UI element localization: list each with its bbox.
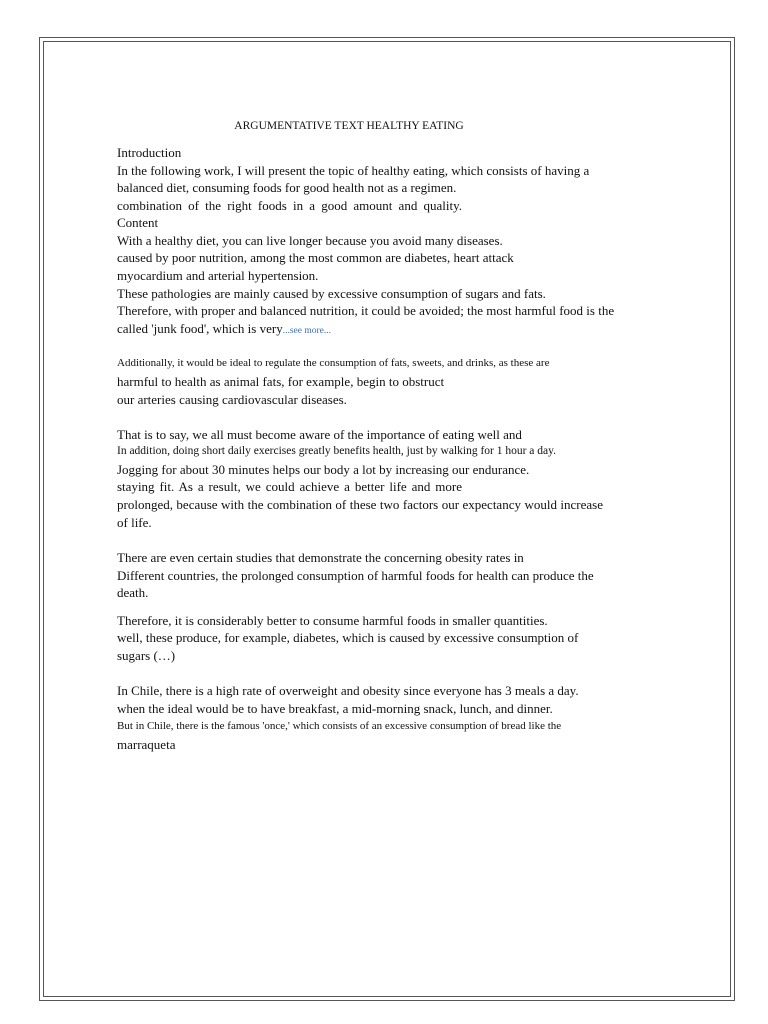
text-line: combination of the right foods in a good amount and quality. [117, 198, 462, 213]
text-line: With a healthy diet, you can live longer because you avoid many diseases. [117, 233, 503, 248]
text-line: Therefore, it is considerably better to consume harmful foods in smaller quantities. [117, 613, 548, 628]
text-line: Jogging for about 30 minutes helps our body a lot by increasing our endurance. [117, 462, 530, 477]
text-line: But in Chile, there is the famous 'once,' which consists of an excessive consumption of bread like the [117, 720, 562, 732]
text-line: marraqueta [117, 737, 176, 752]
text-line: In the following work, I will present the topic of healthy eating, which consists of having a [117, 163, 590, 178]
text-line: death. [117, 585, 149, 600]
text-line: sugars (…) [117, 648, 176, 663]
text-line: Additionally, it would be ideal to regulate the consumption of fats, sweets, and drinks, as these are [117, 357, 550, 369]
text-line: myocardium and arterial hypertension. [117, 268, 319, 283]
text-line: well, these produce, for example, diabetes, which is caused by excessive consumption of [117, 630, 579, 645]
see-more-link[interactable]: ...see more... [282, 326, 331, 336]
text-line: harmful to health as animal fats, for example, begin to obstruct [117, 374, 445, 389]
text-line: when the ideal would be to have breakfast, a mid-morning snack, lunch, and dinner. [117, 701, 553, 716]
text-line: These pathologies are mainly caused by excessive consumption of sugars and fats. [117, 286, 546, 301]
text-line: staying fit. As a result, we could achieve a better life and more [117, 479, 462, 494]
text-line: balanced diet, consuming foods for good health not as a regimen. [117, 180, 457, 195]
text-line: of life. [117, 515, 152, 530]
heading-introduction: Introduction [117, 145, 182, 160]
heading-content: Content [117, 215, 159, 230]
text-line: caused by poor nutrition, among the most common are diabetes, heart attack [117, 250, 514, 265]
text-line: prolonged, because with the combination of these two factors our expectancy would increase [117, 497, 603, 512]
document-title: ARGUMENTATIVE TEXT HEALTHY EATING [234, 120, 464, 132]
text-line: our arteries causing cardiovascular diseases. [117, 392, 347, 407]
text-line: Therefore, with proper and balanced nutrition, it could be avoided; the most harmful food is the [117, 303, 615, 318]
text-line: In Chile, there is a high rate of overweight and obesity since everyone has 3 meals a day. [117, 683, 579, 698]
text-line: That is to say, we all must become aware of the importance of eating well and [117, 427, 522, 442]
text-line: In addition, doing short daily exercises greatly benefits health, just by walking for 1 hour a day. [117, 445, 557, 457]
text-line: There are even certain studies that demonstrate the concerning obesity rates in [117, 550, 524, 565]
text-line: called 'junk food', which is very [117, 321, 283, 336]
text-line: Different countries, the prolonged consumption of harmful foods for health can produce the [117, 568, 594, 583]
text-line-with-see-more [117, 320, 331, 340]
